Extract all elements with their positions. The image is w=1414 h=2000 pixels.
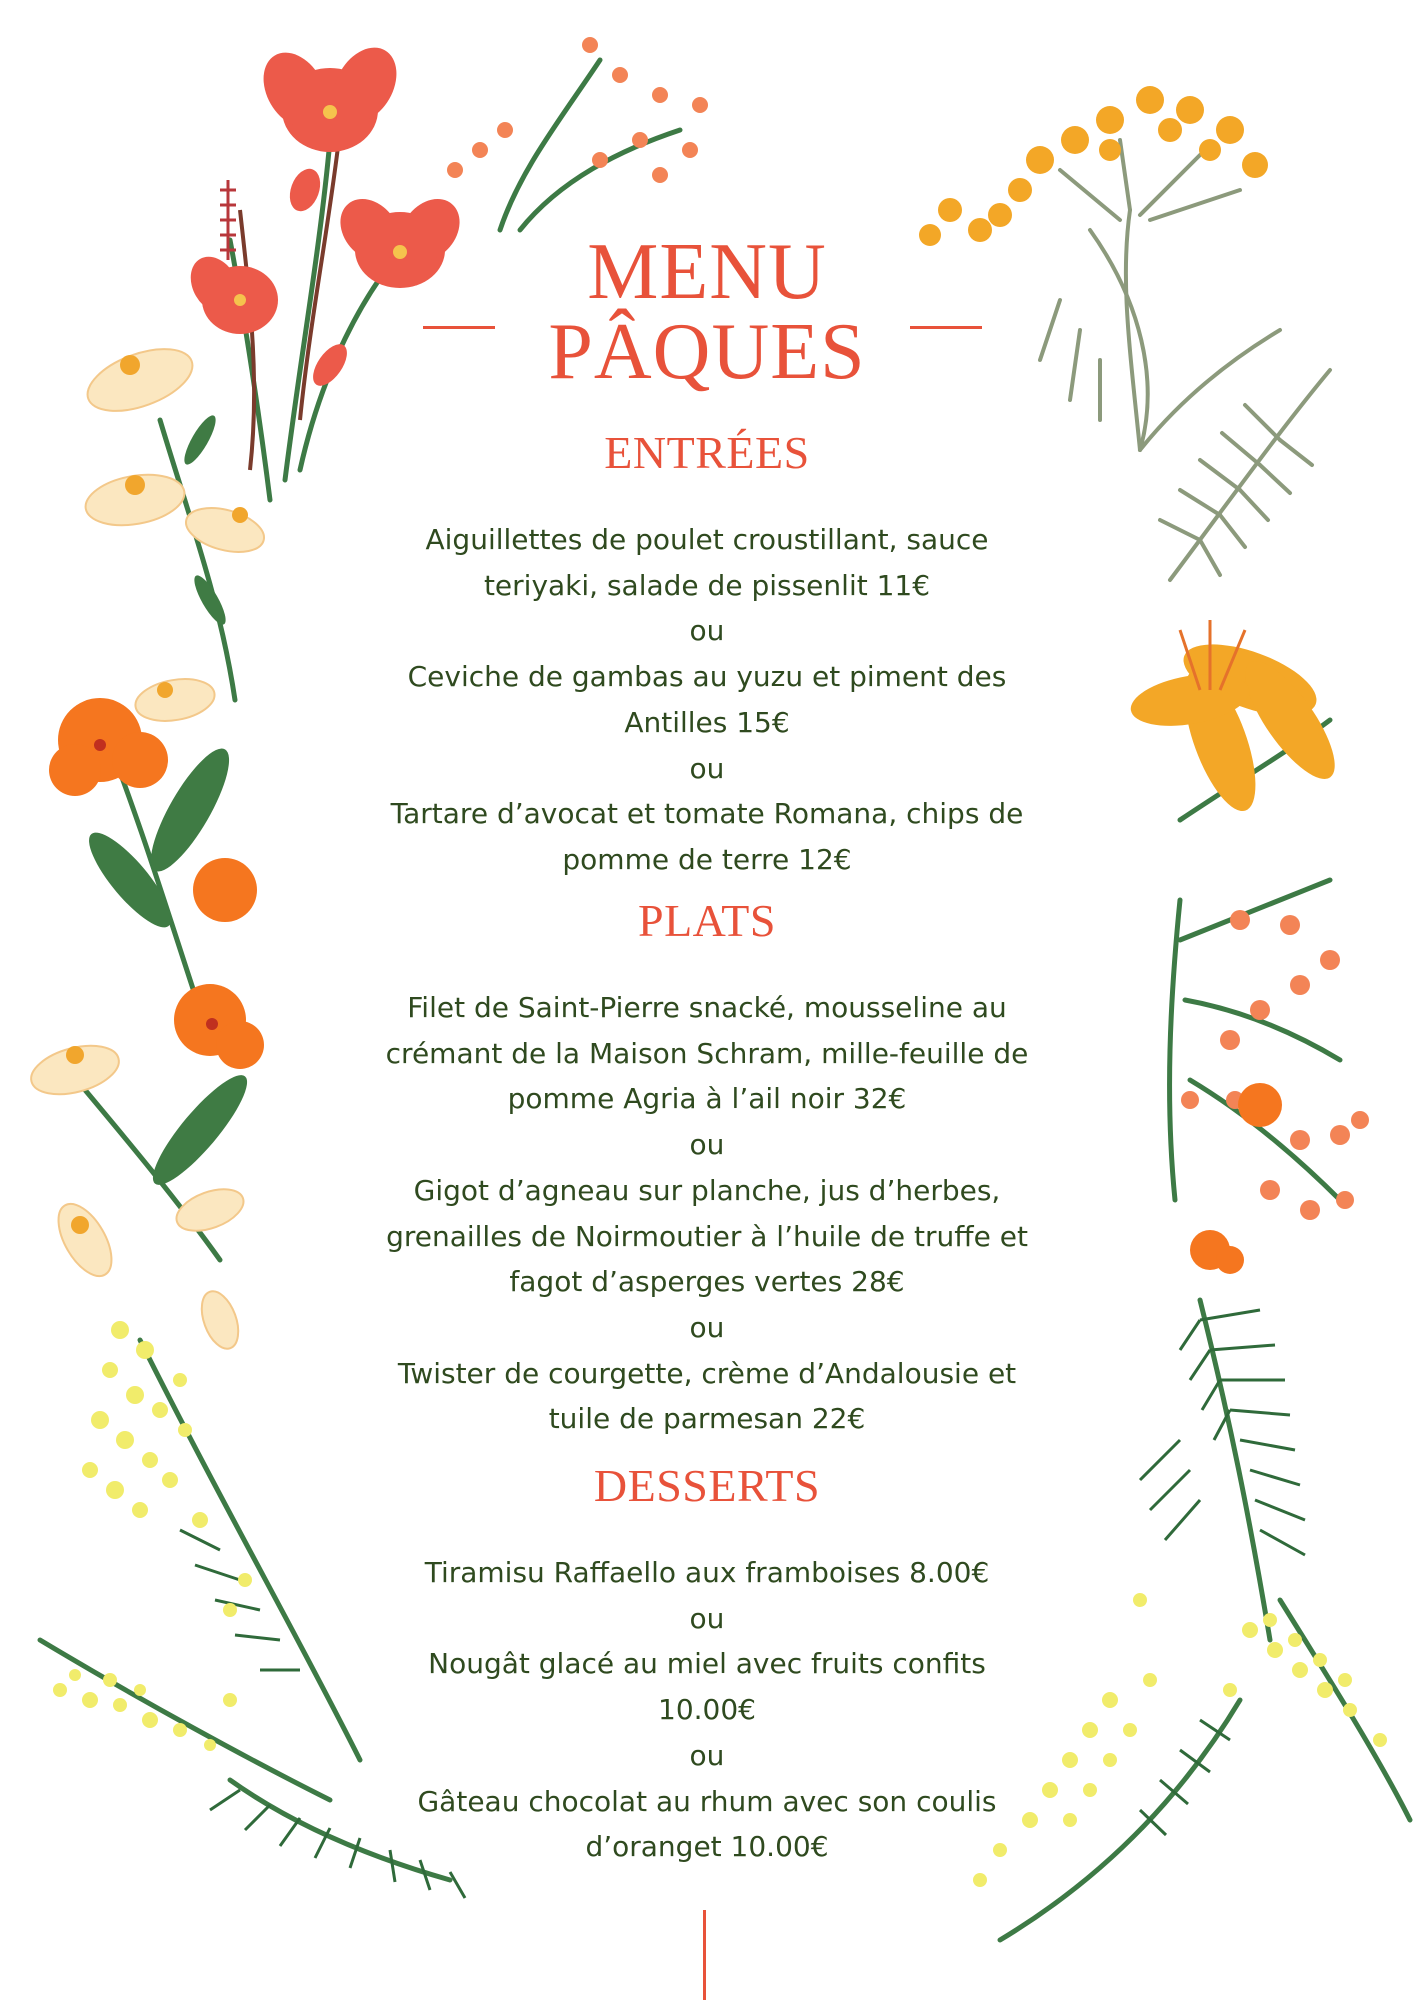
entree-line: Ceviche de gambas au yuzu et piment des — [407, 660, 1007, 694]
plat-line: grenailles de Noirmoutier à l’huile de truffe et — [386, 1219, 1028, 1253]
entree-line: Tartare d’avocat et tomate Romana, chips de — [390, 797, 1024, 831]
dessert-line: Nougât glacé au miel avec fruits confits — [428, 1647, 986, 1681]
plat-line: tuile de parmesan 22€ — [548, 1402, 866, 1436]
separator-ou: ou — [689, 614, 725, 648]
yellow-yarrow-icon — [919, 86, 1268, 246]
separator-ou: ou — [689, 1310, 725, 1344]
separator-ou: ou — [689, 1601, 725, 1635]
section-heading-desserts: DESSERTS — [593, 1460, 821, 1511]
plat-line: pomme Agria à l’ail noir 32€ — [507, 1082, 907, 1116]
desserts-list — [0, 1550, 1414, 1870]
plat-line: crémant de la Maison Schram, mille-feuille de — [385, 1036, 1029, 1070]
menu-title-line2: PÂQUES — [548, 308, 866, 396]
section-heading-plats: PLATS — [638, 895, 776, 946]
separator-ou: ou — [689, 1128, 725, 1162]
plat-line: Filet de Saint-Pierre snacké, mousseline au — [407, 991, 1007, 1024]
entrees-list — [0, 517, 1414, 883]
plat-line: Gigot d’agneau sur planche, jus d’herbes, — [413, 1173, 1001, 1207]
title-rule-right — [910, 326, 982, 329]
dessert-line: 10.00€ — [658, 1693, 756, 1727]
dessert-line: d’oranget 10.00€ — [585, 1830, 829, 1864]
entree-line: Aiguillettes de poulet croustillant, sauce — [425, 523, 989, 556]
plats-list — [0, 985, 1414, 1442]
title-rule-left — [423, 326, 495, 329]
plat-line: fagot d’asperges vertes 28€ — [509, 1265, 905, 1299]
dessert-line: Tiramisu Raffaello aux framboises 8.00€ — [424, 1556, 990, 1589]
separator-ou: ou — [689, 1738, 725, 1772]
bottom-divider-line — [703, 1910, 706, 2000]
entree-line: pomme de terre 12€ — [562, 842, 852, 876]
entree-line: teriyaki, salade de pissenlit 11€ — [483, 568, 931, 602]
dessert-line: Gâteau chocolat au rhum avec son coulis — [417, 1784, 997, 1818]
separator-ou: ou — [689, 751, 725, 785]
menu-title-line1: MENU — [587, 228, 827, 316]
section-heading-entrees: ENTRÉES — [604, 427, 810, 478]
entree-line: Antilles 15€ — [624, 705, 790, 739]
plat-line: Twister de courgette, crème d’Andalousie et — [397, 1356, 1017, 1390]
